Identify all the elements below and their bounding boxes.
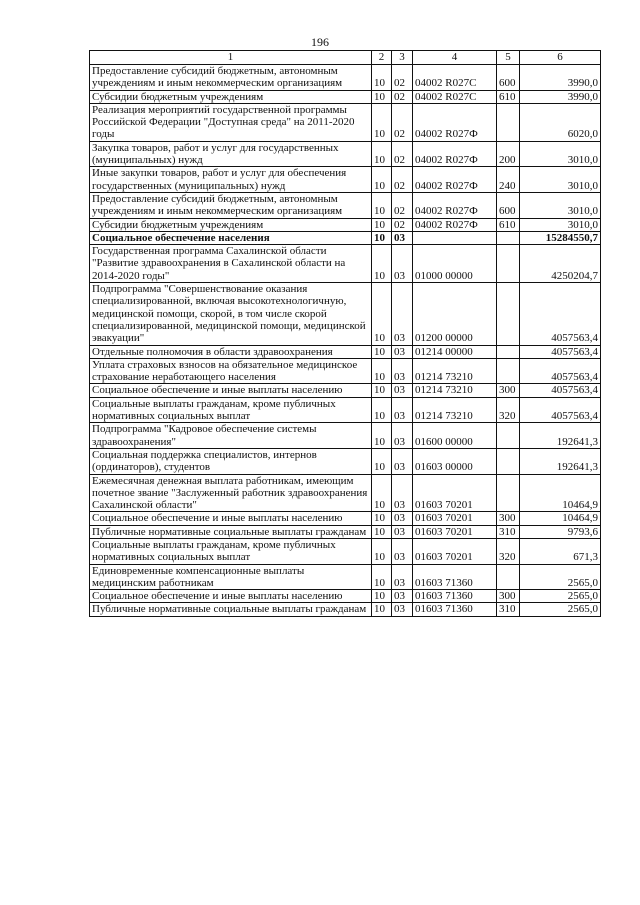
row-target-article: 01214 00000 bbox=[413, 345, 497, 358]
row-name: Подпрограмма "Кадровое обеспечение системы здравоохранения" bbox=[90, 423, 372, 449]
row-target-article: 01603 70201 bbox=[413, 525, 497, 538]
row-section: 10 bbox=[372, 603, 392, 616]
table-row bbox=[90, 358, 601, 384]
row-expense-type: 240 bbox=[497, 167, 520, 193]
row-name: Подпрограмма "Совершенствование оказания специализированной, включая высокотехнологичную, медицинской помощи, скорой, в том числе скорой специализированной, медицинской помощи, медицинской эвакуации" bbox=[90, 283, 372, 345]
row-name: Субсидии бюджетным учреждениям bbox=[90, 90, 372, 103]
row-section: 10 bbox=[372, 564, 392, 590]
row-amount: 4057563,4 bbox=[520, 283, 601, 345]
row-subsection: 03 bbox=[392, 564, 413, 590]
row-subsection: 02 bbox=[392, 103, 413, 141]
table-header-row bbox=[90, 51, 601, 65]
row-section: 10 bbox=[372, 345, 392, 358]
row-amount: 4057563,4 bbox=[520, 397, 601, 423]
table-row bbox=[90, 474, 601, 512]
row-expense-type: 310 bbox=[497, 525, 520, 538]
row-name: Уплата страховых взносов на обязательное медицинское страхование неработающего населения bbox=[90, 358, 372, 384]
row-target-article: 01200 00000 bbox=[413, 283, 497, 345]
table-row bbox=[90, 65, 601, 91]
row-section: 10 bbox=[372, 65, 392, 91]
table-row bbox=[90, 397, 601, 423]
row-section: 10 bbox=[372, 231, 392, 244]
row-expense-type: 320 bbox=[497, 538, 520, 564]
row-expense-type bbox=[497, 564, 520, 590]
table-row bbox=[90, 90, 601, 103]
row-name: Ежемесячная денежная выплата работникам, имеющим почетное звание "Заслуженный работник здравоохранения Сахалинской области" bbox=[90, 474, 372, 512]
header-col-6: 6 bbox=[520, 51, 601, 65]
row-subsection: 02 bbox=[392, 218, 413, 231]
table-row bbox=[90, 564, 601, 590]
row-name: Закупка товаров, работ и услуг для государственных (муниципальных) нужд bbox=[90, 141, 372, 167]
row-subsection: 02 bbox=[392, 90, 413, 103]
table-row bbox=[90, 192, 601, 218]
row-expense-type bbox=[497, 474, 520, 512]
row-name: Социальное обеспечение населения bbox=[90, 231, 372, 244]
row-amount: 3010,0 bbox=[520, 192, 601, 218]
row-subsection: 02 bbox=[392, 141, 413, 167]
table-row bbox=[90, 345, 601, 358]
table-row bbox=[90, 448, 601, 474]
row-amount: 2565,0 bbox=[520, 603, 601, 616]
row-section: 10 bbox=[372, 192, 392, 218]
row-target-article: 04002 R027Ф bbox=[413, 218, 497, 231]
row-section: 10 bbox=[372, 512, 392, 525]
row-subsection: 03 bbox=[392, 231, 413, 244]
row-section: 10 bbox=[372, 423, 392, 449]
row-section: 10 bbox=[372, 358, 392, 384]
row-subsection: 03 bbox=[392, 423, 413, 449]
row-subsection: 03 bbox=[392, 345, 413, 358]
budget-table bbox=[89, 50, 601, 617]
row-subsection: 03 bbox=[392, 474, 413, 512]
row-expense-type: 310 bbox=[497, 603, 520, 616]
row-name: Социальные выплаты гражданам, кроме публичных нормативных социальных выплат bbox=[90, 397, 372, 423]
table-row bbox=[90, 538, 601, 564]
row-name: Отдельные полномочия в области здравоохранения bbox=[90, 345, 372, 358]
row-section: 10 bbox=[372, 141, 392, 167]
row-expense-type bbox=[497, 283, 520, 345]
row-amount: 4250204,7 bbox=[520, 245, 601, 283]
row-section: 10 bbox=[372, 90, 392, 103]
row-target-article: 01214 73210 bbox=[413, 397, 497, 423]
row-target-article: 01214 73210 bbox=[413, 384, 497, 397]
row-subsection: 02 bbox=[392, 192, 413, 218]
row-target-article bbox=[413, 231, 497, 244]
row-name: Публичные нормативные социальные выплаты гражданам bbox=[90, 603, 372, 616]
row-subsection: 03 bbox=[392, 590, 413, 603]
row-section: 10 bbox=[372, 474, 392, 512]
row-subsection: 03 bbox=[392, 384, 413, 397]
row-expense-type bbox=[497, 423, 520, 449]
row-amount: 671,3 bbox=[520, 538, 601, 564]
row-target-article: 01000 00000 bbox=[413, 245, 497, 283]
row-name: Социальное обеспечение и иные выплаты населению bbox=[90, 590, 372, 603]
table-row bbox=[90, 590, 601, 603]
row-name: Социальное обеспечение и иные выплаты населению bbox=[90, 512, 372, 525]
row-target-article: 04002 R027Ф bbox=[413, 103, 497, 141]
row-section: 10 bbox=[372, 538, 392, 564]
row-expense-type bbox=[497, 231, 520, 244]
row-section: 10 bbox=[372, 384, 392, 397]
row-expense-type: 200 bbox=[497, 141, 520, 167]
row-expense-type: 600 bbox=[497, 192, 520, 218]
row-section: 10 bbox=[372, 525, 392, 538]
row-section: 10 bbox=[372, 218, 392, 231]
row-name: Реализация мероприятий государственной программы Российской Федерации "Доступная среда" на 2011-2020 годы bbox=[90, 103, 372, 141]
row-target-article: 04002 R027Ф bbox=[413, 192, 497, 218]
header-col-2: 2 bbox=[372, 51, 392, 65]
row-name: Предоставление субсидий бюджетным, автономным учреждениям и иным некоммерческим организациям bbox=[90, 65, 372, 91]
row-name: Социальное обеспечение и иные выплаты населению bbox=[90, 384, 372, 397]
table-row bbox=[90, 603, 601, 616]
row-subsection: 03 bbox=[392, 245, 413, 283]
row-expense-type: 610 bbox=[497, 90, 520, 103]
header-col-4: 4 bbox=[413, 51, 497, 65]
row-name: Публичные нормативные социальные выплаты гражданам bbox=[90, 525, 372, 538]
table-row bbox=[90, 423, 601, 449]
row-target-article: 01603 71360 bbox=[413, 590, 497, 603]
row-amount: 3990,0 bbox=[520, 65, 601, 91]
row-target-article: 01603 70201 bbox=[413, 512, 497, 525]
table-row bbox=[90, 141, 601, 167]
row-expense-type: 300 bbox=[497, 384, 520, 397]
row-section: 10 bbox=[372, 283, 392, 345]
row-name: Государственная программа Сахалинской области "Развитие здравоохранения в Сахалинской области на 2014-2020 годы" bbox=[90, 245, 372, 283]
row-section: 10 bbox=[372, 167, 392, 193]
row-amount: 3990,0 bbox=[520, 90, 601, 103]
row-subsection: 03 bbox=[392, 283, 413, 345]
table-row bbox=[90, 283, 601, 345]
row-expense-type: 300 bbox=[497, 590, 520, 603]
header-col-1: 1 bbox=[90, 51, 372, 65]
row-target-article: 01600 00000 bbox=[413, 423, 497, 449]
row-name: Иные закупки товаров, работ и услуг для обеспечения государственных (муниципальных) нужд bbox=[90, 167, 372, 193]
header-col-3: 3 bbox=[392, 51, 413, 65]
row-amount: 10464,9 bbox=[520, 512, 601, 525]
row-name: Социальная поддержка специалистов, интернов (ординаторов), студентов bbox=[90, 448, 372, 474]
row-subsection: 02 bbox=[392, 167, 413, 193]
row-target-article: 01603 70201 bbox=[413, 538, 497, 564]
row-expense-type: 300 bbox=[497, 512, 520, 525]
row-name: Предоставление субсидий бюджетным, автономным учреждениям и иным некоммерческим организациям bbox=[90, 192, 372, 218]
row-amount: 2565,0 bbox=[520, 564, 601, 590]
row-amount: 3010,0 bbox=[520, 141, 601, 167]
row-amount: 4057563,4 bbox=[520, 384, 601, 397]
row-amount: 10464,9 bbox=[520, 474, 601, 512]
row-expense-type bbox=[497, 358, 520, 384]
row-expense-type bbox=[497, 448, 520, 474]
table-row bbox=[90, 103, 601, 141]
row-subsection: 03 bbox=[392, 397, 413, 423]
row-expense-type bbox=[497, 103, 520, 141]
row-amount: 192641,3 bbox=[520, 448, 601, 474]
row-target-article: 04002 R027C bbox=[413, 65, 497, 91]
row-amount: 2565,0 bbox=[520, 590, 601, 603]
row-target-article: 01603 71360 bbox=[413, 603, 497, 616]
row-target-article: 01214 73210 bbox=[413, 358, 497, 384]
row-target-article: 04002 R027Ф bbox=[413, 141, 497, 167]
table-row bbox=[90, 512, 601, 525]
row-section: 10 bbox=[372, 448, 392, 474]
row-section: 10 bbox=[372, 103, 392, 141]
row-subsection: 03 bbox=[392, 358, 413, 384]
row-subsection: 02 bbox=[392, 65, 413, 91]
row-amount: 6020,0 bbox=[520, 103, 601, 141]
row-amount: 192641,3 bbox=[520, 423, 601, 449]
row-amount: 3010,0 bbox=[520, 218, 601, 231]
row-target-article: 01603 71360 bbox=[413, 564, 497, 590]
table-row bbox=[90, 231, 601, 244]
row-expense-type: 610 bbox=[497, 218, 520, 231]
table-row bbox=[90, 218, 601, 231]
row-target-article: 04002 R027Ф bbox=[413, 167, 497, 193]
row-subsection: 03 bbox=[392, 512, 413, 525]
row-amount: 4057563,4 bbox=[520, 358, 601, 384]
table-row bbox=[90, 384, 601, 397]
header-col-5: 5 bbox=[497, 51, 520, 65]
row-subsection: 03 bbox=[392, 603, 413, 616]
row-expense-type: 320 bbox=[497, 397, 520, 423]
row-amount: 9793,6 bbox=[520, 525, 601, 538]
row-section: 10 bbox=[372, 590, 392, 603]
row-name: Субсидии бюджетным учреждениям bbox=[90, 218, 372, 231]
row-expense-type bbox=[497, 245, 520, 283]
row-subsection: 03 bbox=[392, 525, 413, 538]
row-name: Социальные выплаты гражданам, кроме публичных нормативных социальных выплат bbox=[90, 538, 372, 564]
row-expense-type bbox=[497, 345, 520, 358]
row-section: 10 bbox=[372, 245, 392, 283]
page-number: 196 bbox=[311, 35, 329, 49]
row-amount: 4057563,4 bbox=[520, 345, 601, 358]
table-body bbox=[90, 65, 601, 617]
table-row bbox=[90, 525, 601, 538]
row-name: Единовременные компенсационные выплаты медицинским работникам bbox=[90, 564, 372, 590]
row-amount: 15284550,7 bbox=[520, 231, 601, 244]
row-target-article: 01603 70201 bbox=[413, 474, 497, 512]
row-expense-type: 600 bbox=[497, 65, 520, 91]
table-row bbox=[90, 167, 601, 193]
row-subsection: 03 bbox=[392, 448, 413, 474]
row-amount: 3010,0 bbox=[520, 167, 601, 193]
row-section: 10 bbox=[372, 397, 392, 423]
row-target-article: 01603 00000 bbox=[413, 448, 497, 474]
row-subsection: 03 bbox=[392, 538, 413, 564]
table-row bbox=[90, 245, 601, 283]
row-target-article: 04002 R027C bbox=[413, 90, 497, 103]
